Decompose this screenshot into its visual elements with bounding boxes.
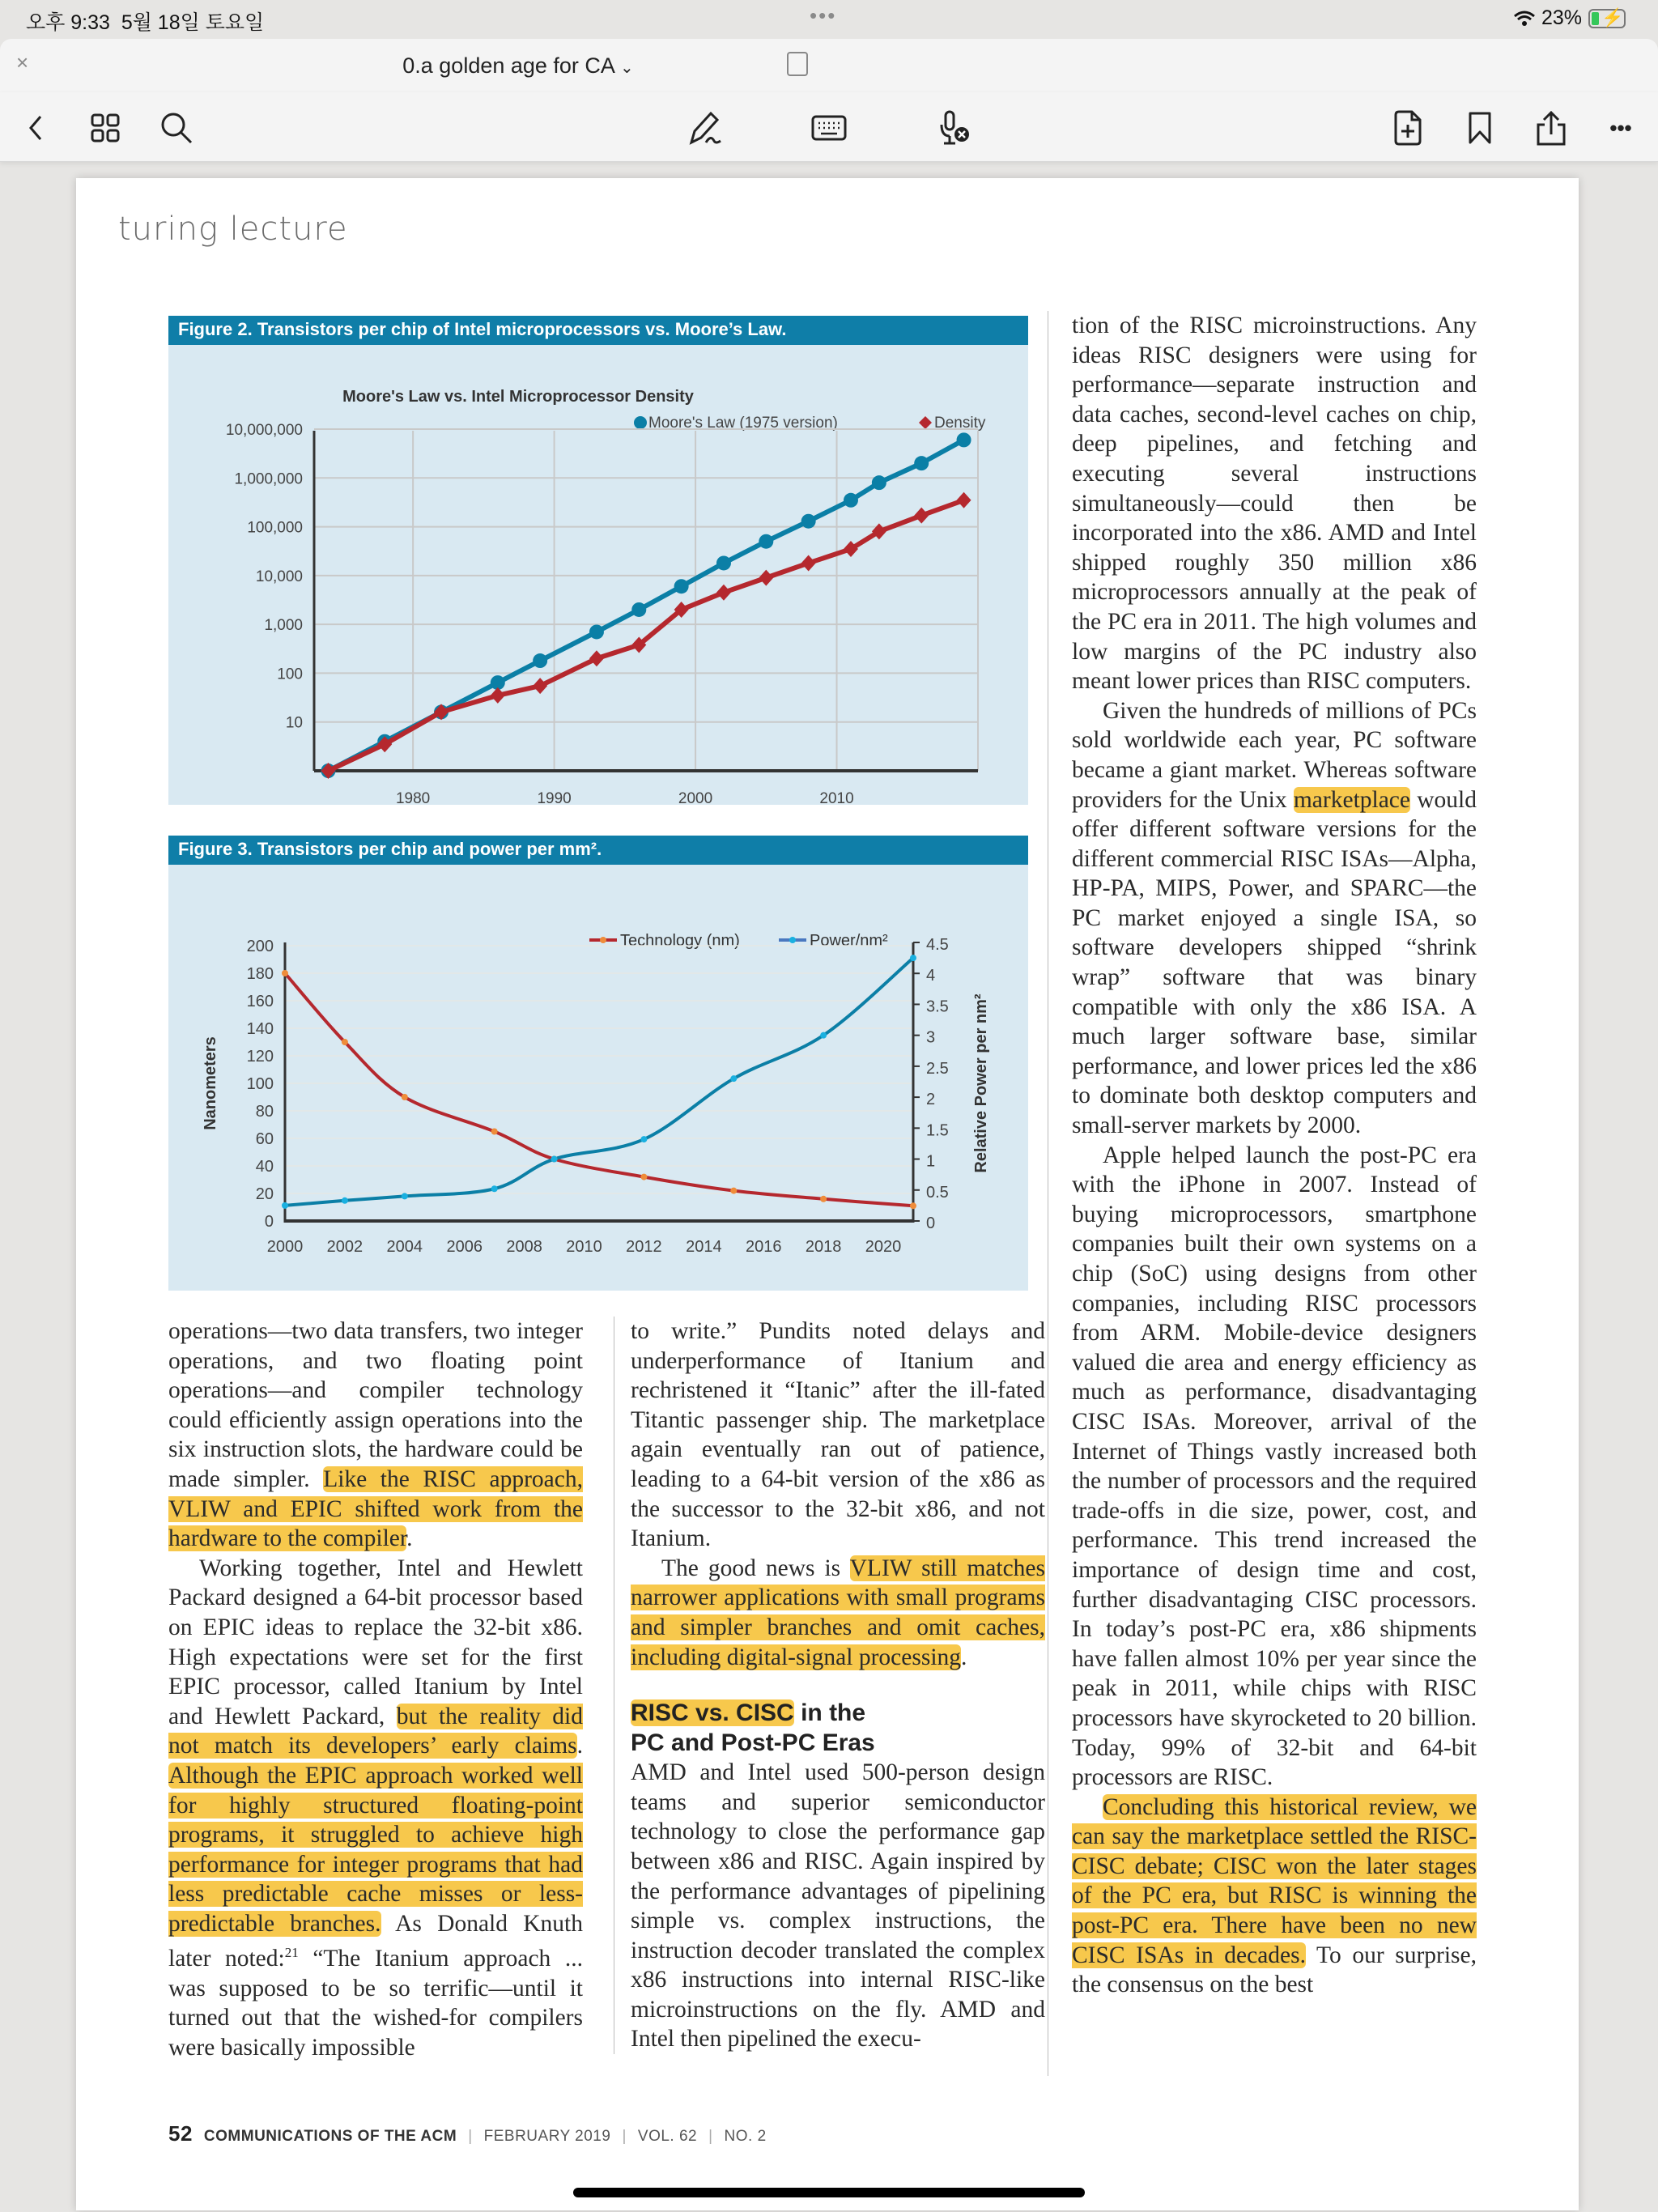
x-tick-label: 2000: [678, 790, 713, 805]
y-tick-label: 1,000: [264, 617, 303, 635]
y-tick-label: 10: [285, 714, 303, 732]
share-icon[interactable]: [1533, 110, 1569, 146]
battery-percent: 23%: [1541, 6, 1582, 29]
y2-tick-label: 3: [926, 1028, 936, 1047]
pdf-page[interactable]: [76, 178, 1579, 2210]
x-tick-label: 2014: [686, 1238, 722, 1256]
page-number: 52: [168, 2121, 193, 2146]
y2-tick-label: 2: [926, 1091, 936, 1109]
x-tick-label: 2016: [745, 1238, 782, 1256]
y2-tick-label: 2.5: [926, 1059, 949, 1078]
highlight[interactable]: marketplace: [1293, 786, 1410, 813]
series-line: [328, 500, 963, 771]
x-tick-label: 2000: [266, 1238, 304, 1256]
thumbnails-grid-icon[interactable]: [87, 110, 123, 146]
y2-tick-label: 0: [926, 1214, 936, 1232]
highlight[interactable]: RISC vs. CISC: [631, 1699, 794, 1727]
y2-tick-label: 0.5: [926, 1183, 949, 1202]
y-tick-label: 20: [255, 1185, 274, 1203]
figure-3: [168, 836, 1028, 1291]
x-tick-label: 2020: [865, 1238, 902, 1256]
reference-superscript[interactable]: 21: [284, 1945, 299, 1961]
legend-diamond-icon: [919, 416, 932, 429]
figure-2: [168, 316, 1028, 805]
running-head: turing lecture: [118, 211, 348, 248]
y2-tick-label: 1.5: [926, 1121, 949, 1140]
y-tick-label: 0: [264, 1213, 274, 1231]
status-right: [1514, 6, 1626, 30]
y-tick-label: 160: [246, 993, 274, 1010]
x-tick-label: 2004: [386, 1238, 423, 1256]
microphone-off-icon[interactable]: [937, 110, 973, 146]
y2-tick-label: 1: [926, 1152, 936, 1171]
y2-axis-title: Relative Power per nm²: [972, 993, 990, 1173]
split-view-icon[interactable]: [787, 52, 808, 76]
paragraph: operations—two data transfers, two integer operations, and two floating point operations—and compiler technology could efficiently assign operations into the six instruction slots, the hardware could be made simpler. Like the RISC approach, VLIW and EPIC shifted work from the hardware to the compiler.: [168, 1318, 583, 1552]
back-icon[interactable]: [18, 110, 53, 146]
paragraph: Concluding this historical review, we can say the marketplace settled the RISC-CISC debate; CISC won the later stages of the PC era, but RISC is winning the post-PC era. There have been no new CISC ISAs in decades. To our surprise, the consensus on the best: [1072, 1793, 1477, 1998]
status-time: 오후 9:33 5월 18일 토요일: [26, 11, 265, 34]
x-tick-label: 2010: [566, 1238, 602, 1256]
legend-circle-icon: [634, 416, 647, 429]
paragraph: Working together, Intel and Hewlett Packard designed a 64-bit processor based on EPIC ideas to replace the 32-bit x86. High expectations were set for the first EPIC processor, called Itanium by Intel and Hewlett Packard, but the reality did not match its developers’ early claims. Although the EPIC approach worked well for highly structured floating-point programs, it struggled to achieve high performance for integer programs that had less predictable cache misses or less-predictable branches. As Donald Knuth later noted:$^{21}$ “The Itanium approach ... was supposed to be so terrific—until it turned out that the wished-for compilers were basically impossible: [168, 1555, 584, 2061]
y-tick-label: 80: [255, 1103, 274, 1121]
issue-date: FEBRUARY 2019: [483, 2128, 611, 2145]
chevron-down-icon: ⌄: [619, 59, 634, 77]
y2-tick-label: 3.5: [926, 998, 949, 1016]
highlight[interactable]: Like the RISC approach, VLIW and EPIC shifted work from the hardware to the compiler: [168, 1465, 583, 1552]
y-tick-label: 180: [246, 965, 274, 983]
bookmark-icon[interactable]: [1462, 110, 1498, 146]
section-heading: RISC vs. CISC in the PC and Post-PC Eras: [631, 1699, 875, 1757]
figure-2-chart: [168, 345, 1028, 805]
paragraph: The good news is VLIW still matches narrower applications with small programs and simpler branches and omit caches, including digital-signal processing.: [631, 1555, 1045, 1670]
x-tick-label: 2006: [446, 1238, 483, 1256]
highlight[interactable]: VLIW still matches narrower applications with small programs and simpler branches and omit caches, including digital-signal processing: [631, 1555, 1045, 1670]
x-tick-label: 2018: [805, 1238, 842, 1256]
paragraph: to write.” Pundits noted delays and underperformance of Itanium and rechristened it “Itanic” after the ill-fated Titantic passenger ship. The marketplace again eventually ran out of patience, leading to a 64-bit version of the x86 as the successor to the 32-bit x86, and not Itanium.: [631, 1318, 1045, 1552]
page-footer: 52 COMMUNICATIONS OF THE ACM | FEBRUARY 2019 | VOL. 62 | NO. 2: [168, 2121, 767, 2146]
battery-charging-icon: ⚡: [1588, 9, 1626, 28]
magazine-name: COMMUNICATIONS OF THE ACM: [203, 2128, 457, 2145]
paragraph: Apple helped launch the post-PC era with the iPhone in 2007. Instead of buying microprocessors, smartphone companies built their own systems on a chip (SoC) using designs from other companies, including RISC processors from ARM. Mobile-device designers valued die area and energy efficiency as much as performance, disadvantaging CISC ISAs. Moreover, arrival of the Internet of Things vastly increased both the number of processors and the required trade-offs in die size, power, cost, and performance. This trend increased the importance of design time and cost, further disadvantaging CISC processors. In today’s post-PC era, x86 shipments have fallen almost 10% per year since the peak in 2011, while chips with RISC processors have skyrocketed to 20 billion. Today, 99% of 32-bit and 64-bit processors are RISC.: [1072, 1142, 1477, 1791]
y-tick-label: 10,000,000: [225, 422, 303, 439]
issue-number: NO. 2: [724, 2128, 767, 2145]
more-icon[interactable]: •••: [1609, 115, 1632, 140]
y-tick-label: 10,000: [255, 568, 303, 585]
paragraph: AMD and Intel used 500-person design teams and superior semiconductor technology to close the performance gap between x86 and RISC. Again inspired by the performance advantages of pipelining simple vs. complex instructions, the instruction decoder translated the complex x86 instructions into internal RISC-like microinstructions on the fly. AMD and Intel then pipelined the execu-: [631, 1759, 1045, 2052]
y-tick-label: 100: [246, 1075, 274, 1093]
x-tick-label: 2002: [326, 1238, 363, 1256]
y-tick-label: 100,000: [247, 519, 303, 537]
wifi-icon: [1514, 11, 1535, 27]
pencil-annotate-icon[interactable]: [687, 110, 722, 146]
highlight[interactable]: but the reality did not match its developers’ early claims: [168, 1703, 583, 1759]
y2-tick-label: 4: [926, 967, 936, 985]
document-tab-bar: [0, 39, 1658, 92]
y-tick-label: 200: [246, 938, 274, 955]
text-column-3: [1059, 311, 1477, 2000]
y-tick-label: 120: [246, 1048, 274, 1066]
keyboard-icon[interactable]: [811, 110, 847, 146]
close-tab-button[interactable]: ×: [16, 50, 29, 74]
legend-label: Technology (nm): [620, 932, 740, 950]
status-bar: [0, 0, 1658, 39]
legend-label: Density: [934, 415, 986, 432]
x-tick-label: 1990: [537, 790, 572, 805]
volume: VOL. 62: [637, 2128, 698, 2145]
text-column-2: [614, 1317, 1045, 2054]
y2-tick-label: 4.5: [926, 936, 949, 954]
add-page-icon[interactable]: [1389, 110, 1425, 146]
x-tick-label: 2010: [819, 790, 854, 805]
highlight[interactable]: Concluding this historical review, we can say the marketplace settled the RISC-CISC debate; CISC won the later stages of the PC era, but RISC is winning the post-PC era. There have been no new CISC ISAs in decades.: [1072, 1793, 1477, 1968]
multitasking-dots[interactable]: •••: [810, 3, 837, 28]
y-tick-label: 140: [246, 1020, 274, 1038]
y-tick-label: 40: [255, 1158, 274, 1176]
figure-2-caption: Figure 2. Transistors per chip of Intel microprocessors vs. Moore’s Law.: [168, 316, 1028, 345]
home-indicator[interactable]: [573, 2188, 1085, 2197]
text-column-1: [168, 1317, 583, 2063]
y-tick-label: 60: [255, 1130, 274, 1148]
figure-3-chart: [168, 865, 1028, 1291]
toolbar: [0, 92, 1658, 162]
figure-3-caption: Figure 3. Transistors per chip and power per mm².: [168, 836, 1028, 865]
series-line: [285, 973, 913, 1206]
y-tick-label: 1,000,000: [234, 470, 303, 488]
y-tick-label: 100: [277, 666, 303, 683]
highlight[interactable]: Although the EPIC approach worked well for highly structured floating-point programs, it struggled to achieve high performance for integer programs that had less predictable cache misses or less-predictable branches.: [168, 1762, 583, 1937]
x-tick-label: 2008: [506, 1238, 542, 1256]
search-icon[interactable]: [159, 110, 194, 146]
legend-label: Moore's Law (1975 version): [648, 415, 838, 432]
paragraph: tion of the RISC microinstructions. Any ideas RISC designers were using for performance—separate instruction and data caches, second-level caches on chip, deep pipelines, and fetching and executing several instructions simultaneously—could then be incorporated into the x86. AMD and Intel shipped roughly 350 million x86 microprocessors annually at the peak of the PC era in 2011. The high volumes and low margins of the PC industry also meant lower prices than RISC computers.: [1072, 313, 1477, 695]
y-axis-title: Nanometers: [202, 1036, 219, 1130]
x-tick-label: 2012: [626, 1238, 662, 1256]
x-tick-label: 1980: [395, 790, 431, 805]
chart-title: Moore's Law vs. Intel Microprocessor Density: [342, 388, 694, 406]
document-title-menu[interactable]: 0.a golden age for CA ⌄: [402, 53, 634, 78]
legend-label: Power/nm²: [810, 932, 888, 950]
paragraph: Given the hundreds of millions of PCs sold worldwide each year, PC software became a giant market. Whereas software providers for the Unix marketplace would offer different software versions for the different commercial RISC ISAs—Alpha, HP-PA, MIPS, Power, and SPARC—the PC market enjoyed a single ISA, so software developers shipped “shrink wrap” software that was binary compatible with only the x86 ISA. A much larger software base, similar performance, and lower prices led the x86 to dominate both desktop computers and small-server markets by 2000.: [1072, 697, 1477, 1139]
